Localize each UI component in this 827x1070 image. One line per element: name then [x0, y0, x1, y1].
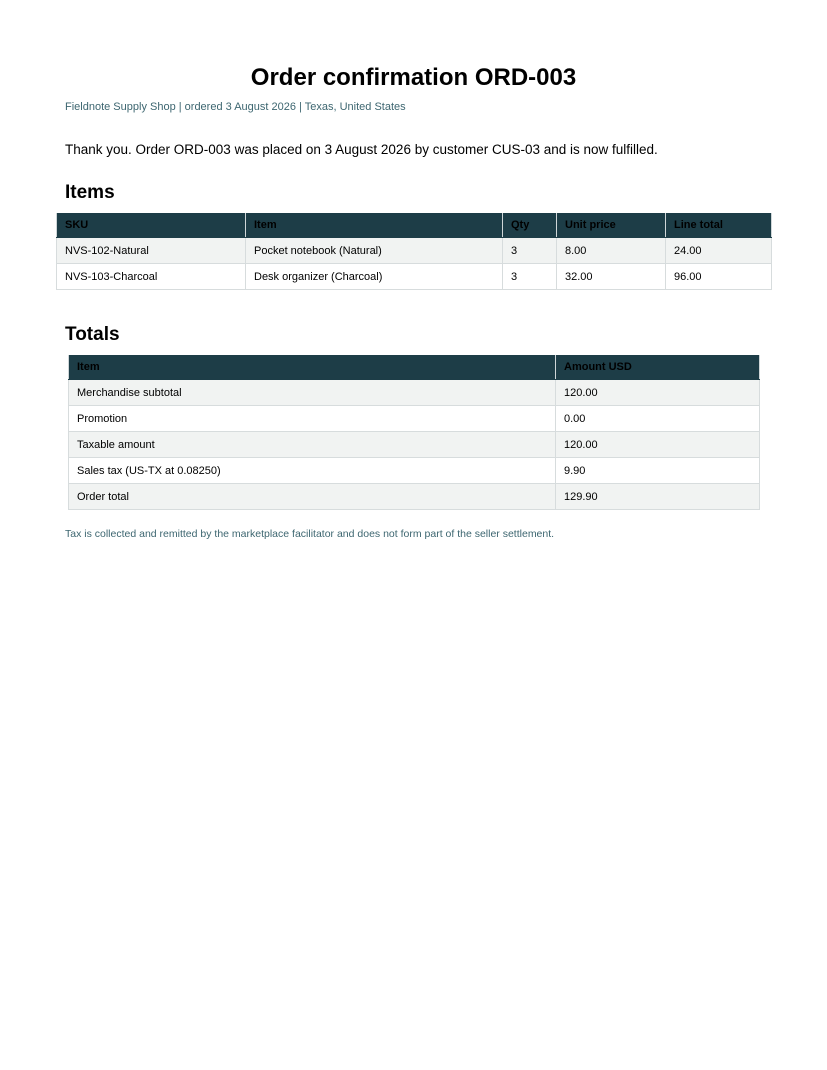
- table-row: [69, 406, 760, 432]
- column-header-line-total: Line total: [666, 213, 772, 238]
- unit-price-cell: 32.00: [557, 264, 666, 290]
- tax-note: Tax is collected and remitted by the marketplace facilitator and does not form part of the seller settlement.: [65, 528, 555, 540]
- column-header-unit-price: Unit price: [557, 213, 666, 238]
- table-row: [69, 380, 760, 406]
- item-cell: Desk organizer (Charcoal): [246, 264, 503, 290]
- column-header-sku: SKU: [57, 213, 246, 238]
- column-header-amount: Amount USD: [556, 355, 760, 380]
- items-header-row: [57, 213, 772, 238]
- items-heading: Items: [65, 182, 115, 203]
- column-header-qty: Qty: [503, 213, 557, 238]
- total-item-cell: Sales tax (US-TX at 0.08250): [69, 458, 556, 484]
- totals-header-row: [69, 355, 760, 380]
- qty-cell: 3: [503, 264, 557, 290]
- sku-cell: NVS-103-Charcoal: [57, 264, 246, 290]
- sku-cell: NVS-102-Natural: [57, 238, 246, 264]
- column-header-item: Item: [246, 213, 503, 238]
- order-meta: Fieldnote Supply Shop | ordered 3 August 2026 | Texas, United States: [65, 101, 406, 113]
- line-total-cell: 96.00: [666, 264, 772, 290]
- table-row: [69, 432, 760, 458]
- line-total-cell: 24.00: [666, 238, 772, 264]
- total-amount-cell: 129.90: [556, 484, 760, 510]
- total-item-cell: Merchandise subtotal: [69, 380, 556, 406]
- totals-heading: Totals: [65, 324, 120, 345]
- table-row: [69, 484, 760, 510]
- page-title: Order confirmation ORD-003: [250, 64, 577, 91]
- column-header-item: Item: [69, 355, 556, 380]
- qty-cell: 3: [503, 238, 557, 264]
- total-amount-cell: 0.00: [556, 406, 760, 432]
- total-item-cell: Taxable amount: [69, 432, 556, 458]
- totals-table: [68, 355, 760, 510]
- total-item-cell: Promotion: [69, 406, 556, 432]
- total-amount-cell: 120.00: [556, 432, 760, 458]
- unit-price-cell: 8.00: [557, 238, 666, 264]
- total-amount-cell: 9.90: [556, 458, 760, 484]
- table-row: [57, 238, 772, 264]
- table-row: [57, 264, 772, 290]
- total-amount-cell: 120.00: [556, 380, 760, 406]
- intro-text: Thank you. Order ORD-003 was placed on 3 August 2026 by customer CUS-03 and is now fulfilled.: [65, 142, 658, 157]
- items-table: [56, 213, 772, 290]
- item-cell: Pocket notebook (Natural): [246, 238, 503, 264]
- table-row: [69, 458, 760, 484]
- total-item-cell: Order total: [69, 484, 556, 510]
